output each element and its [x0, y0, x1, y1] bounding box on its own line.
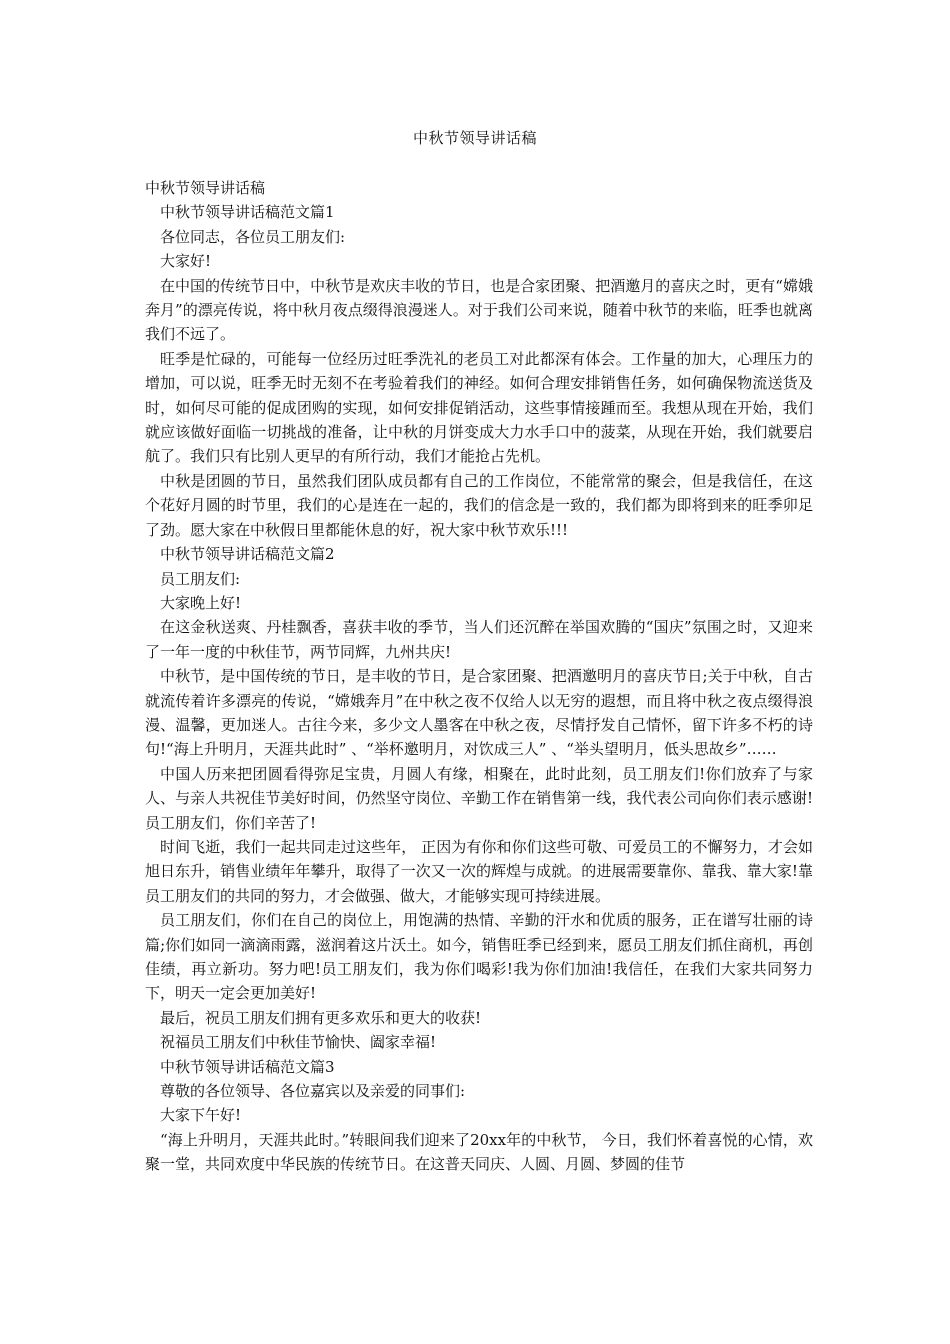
salutation: 各位同志，各位员工朋友们: [160, 227, 346, 246]
greeting: 大家下午好! [160, 1106, 242, 1125]
section-heading-3: 中秋节领导讲话稿范文篇3 [160, 1057, 335, 1076]
document-title: 中秋节领导讲话稿 [412, 129, 537, 147]
body-heading: 中秋节领导讲话稿 [145, 179, 266, 197]
greeting: 大家晚上好! [160, 593, 242, 612]
section-heading-1: 中秋节领导讲话稿范文篇1 [160, 203, 335, 222]
paragraph: 员工朋友们，你们在自己的岗位上，用饱满的热情、辛勤的汗水和优质的服务，正在谱写壮丽的诗篇;你们如同一滴滴雨露，滋润着这片沃土。如今，销售旺季已经到来，愿员工朋友们抓住商机，再创佳绩，再立新功。努力吧!员工朋友们，我为你们喝彩!我为你们加油!我信任，在我们大家共同努力下，明天一定会更加美好! [145, 911, 813, 1003]
paragraph: 中秋是团圆的节日，虽然我们团队成员都有自己的工作岗位，不能常常的聚会，但是我信任，在这个花好月圆的时节里，我们的心是连在一起的，我们的信念是一致的，我们都为即将到来的旺季卯足了劲。愿大家在中秋假日里都能休息的好，祝大家中秋节欢乐!!! [145, 471, 813, 539]
paragraph: 在中国的传统节日中，中秋节是欢庆丰收的节日，也是合家团聚、把酒邀月的喜庆之时，更有“嫦娥奔月”的漂亮传说，将中秋月夜点缀得浪漫迷人。对于我们公司来说，随着中秋节的来临，旺季也就离我们不远了。 [145, 276, 813, 344]
paragraph: 中秋节，是中国传统的节日，是丰收的节日，是合家团聚、把酒邀明月的喜庆节日;关于中秋，自古就流传着许多漂亮的传说，“嫦娥奔月”在中秋之夜不仅给人以无穷的遐想，而且将中秋之夜点缀得浪漫、温馨，更加迷人。古往今来，多少文人墨客在中秋之夜，尽情抒发自己情怀，留下许多不朽的诗句!“海上升明月，天涯共此时” 、“举杯邀明月，对饮成三人” 、“举头望明月，低头思故乡”…… [145, 667, 813, 759]
paragraph: 祝福员工朋友们中秋佳节愉快、阖家幸福! [160, 1033, 437, 1052]
greeting: 大家好! [160, 252, 212, 271]
paragraph: 旺季是忙碌的，可能每一位经历过旺季洗礼的老员工对此都深有体会。工作量的加大，心理压力的增加，可以说，旺季无时无刻不在考验着我们的神经。如何合理安排销售任务，如何确保物流送货及时，如何尽可能的促成团购的实现，如何安排促销活动，这些事情接踵而至。我想从现在开始，我们就应该做好面临一切挑战的准备，让中秋的月饼变成大力水手口中的菠菜，从现在开始，我们就要启航了。我们只有比别人更早的有所行动，我们才能抢占先机。 [145, 349, 813, 466]
paragraph: 在这金秋送爽、丹桂飘香，喜获丰收的季节，当人们还沉醉在举国欢腾的“国庆”氛围之时，又迎来了一年一度的中秋佳节，两节同辉，九州共庆! [145, 618, 813, 661]
paragraph: 时间飞逝，我们一起共同走过这些年， 正因为有你和你们这些可敬、可爱员工的不懈努力，才会如旭日东升，销售业绩年年攀升，取得了一次又一次的辉煌与成就。的进展需要靠你、靠我、靠大家!靠员工朋友们的共同的努力，才会做强、做大，才能够实现可持续进展。 [145, 837, 813, 905]
paragraph: 中国人历来把团圆看得弥足宝贵，月圆人有缘，相聚在，此时此刻，员工朋友们!你们放弃了与家人、与亲人共祝佳节美好时间，仍然坚守岗位、辛勤工作在销售第一线，我代表公司向你们表示感谢!员工朋友们，你们辛苦了! [145, 764, 813, 832]
section-heading-2: 中秋节领导讲话稿范文篇2 [160, 545, 335, 564]
salutation: 员工朋友们: [160, 569, 241, 588]
document-body [145, 176, 813, 1177]
salutation: 尊敬的各位领导、各位嘉宾以及亲爱的同事们: [160, 1082, 466, 1101]
paragraph: 最后，祝员工朋友们拥有更多欢乐和更大的收获! [160, 1008, 482, 1027]
paragraph: “海上升明月，天涯共此时。”转眼间我们迎来了20xx年的中秋节， 今日，我们怀着喜悦的心情，欢聚一堂，共同欢度中华民族的传统节日。在这普天同庆、人圆、月圆、梦圆的佳节 [145, 1130, 813, 1174]
